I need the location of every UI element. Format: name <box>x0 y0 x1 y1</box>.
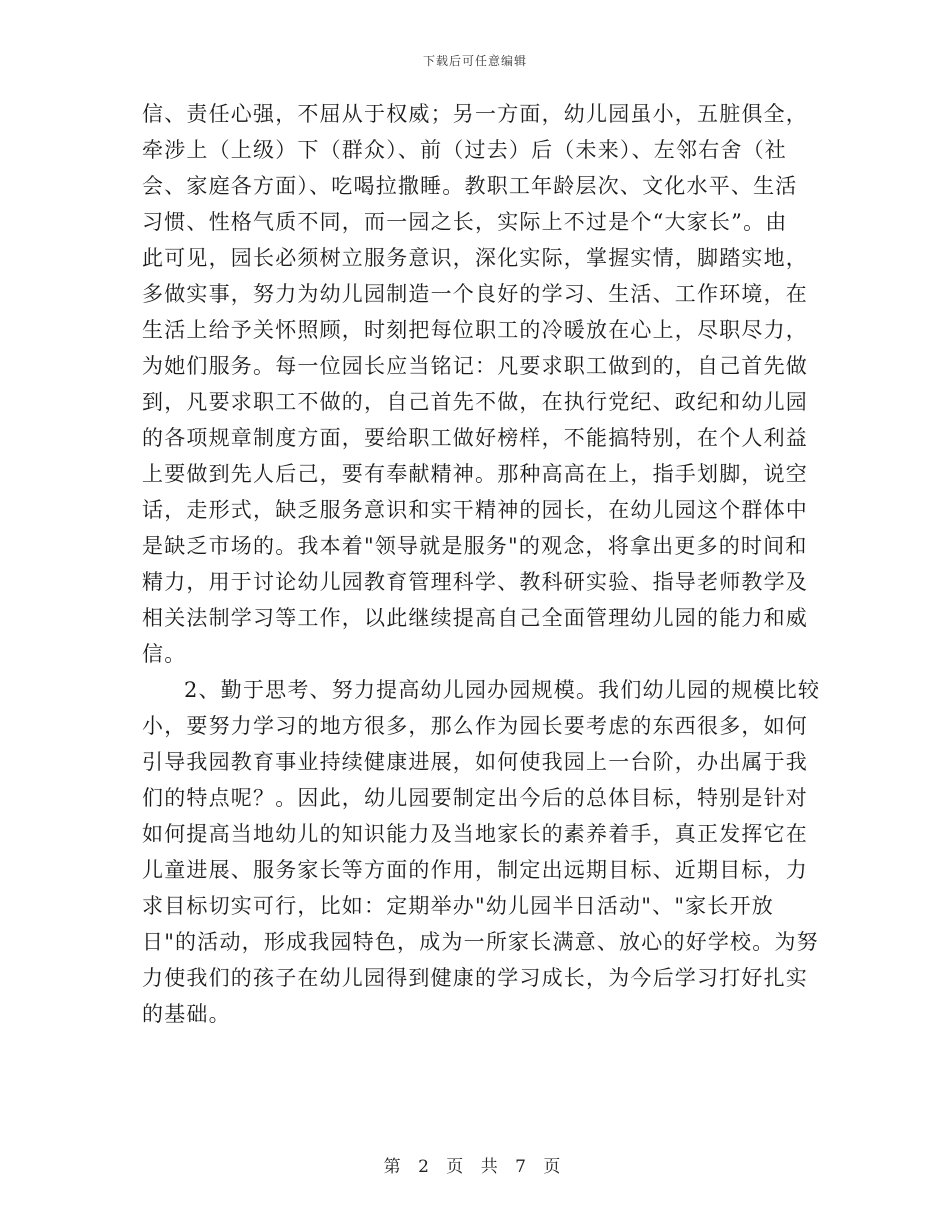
text-line: 的各项规章制度方面，要给职工做好榜样，不能搞特别，在个人利益 <box>142 426 808 450</box>
text-line: 如何提高当地幼儿的知识能力及当地家长的素养着手，真正发挥它在 <box>142 822 808 846</box>
text-line: 多做实事，努力为幼儿园制造一个良好的学习、生活、工作环境，在 <box>142 282 808 306</box>
text-line: 话，走形式，缺乏服务意识和实干精神的园长，在幼儿园这个群体中 <box>142 498 808 522</box>
text-line: 会、家庭各方面）、吃喝拉撒睡。教职工年龄层次、文化水平、生活 <box>142 174 798 198</box>
page-number: 第 2 页 共 7 页 <box>383 1157 567 1177</box>
text-line: 精力，用于讨论幼儿园教育管理科学、教科研实验、指导老师教学及 <box>142 570 808 594</box>
text-line: 引导我园教育事业持续健康进展，如何使我园上一台阶，办出属于我 <box>142 750 808 774</box>
text-line: 力使我们的孩子在幼儿园得到健康的学习成长，为今后学习打好扎实 <box>142 966 808 990</box>
text-line: 相关法制学习等工作，以此继续提高自己全面管理幼儿园的能力和威 <box>142 606 808 630</box>
text-line: 牵涉上（上级）下（群众）、前（过去）后（未来）、左邻右舍（社 <box>142 138 787 162</box>
text-line: 信。 <box>142 642 187 666</box>
text-line: 到，凡要求职工不做的，自己首先不做，在执行党纪、政纪和幼儿园 <box>142 390 808 414</box>
text-line: 生活上给予关怀照顾，时刻把每位职工的冷暖放在心上，尽职尽力， <box>142 318 808 342</box>
text-line: 上要做到先人后己，要有奉献精神。那种高高在上，指手划脚，说空 <box>142 462 808 486</box>
text-line: 求目标切实可行，比如：定期举办"幼儿园半日活动"、"家长开放 <box>142 894 774 918</box>
document-body <box>142 96 821 1032</box>
text-line: 信、责任心强，不屈从于权威；另一方面，幼儿园虽小，五脏俱全， <box>142 102 808 126</box>
page-header: 下载后可任意编辑 <box>422 54 527 68</box>
section-heading-line: 2、勤于思考、努力提高幼儿园办园规模。我们幼儿园的规模比较 <box>184 678 821 702</box>
text-line: 日"的活动，形成我园特色，成为一所家长满意、放心的好学校。为努 <box>142 930 819 954</box>
text-line: 们的特点呢？。因此，幼儿园要制定出今后的总体目标，特别是针对 <box>142 786 808 810</box>
text-line: 此可见，园长必须树立服务意识，深化实际，掌握实情，脚踏实地， <box>142 246 808 270</box>
text-line: 习惯、性格气质不同，而一园之长，实际上不过是个“大家长”。由 <box>142 210 788 234</box>
text-line: 小，要努力学习的地方很多，那么作为园长要考虑的东西很多，如何 <box>142 714 808 738</box>
text-line: 是缺乏市场的。我本着"领导就是服务"的观念，将拿出更多的时间和 <box>142 534 808 558</box>
text-line: 的基础。 <box>142 1002 231 1026</box>
text-line: 儿童进展、服务家长等方面的作用，制定出远期目标、近期目标，力 <box>142 858 808 882</box>
text-line: 为她们服务。每一位园长应当铭记：凡要求职工做到的，自己首先做 <box>142 354 808 378</box>
